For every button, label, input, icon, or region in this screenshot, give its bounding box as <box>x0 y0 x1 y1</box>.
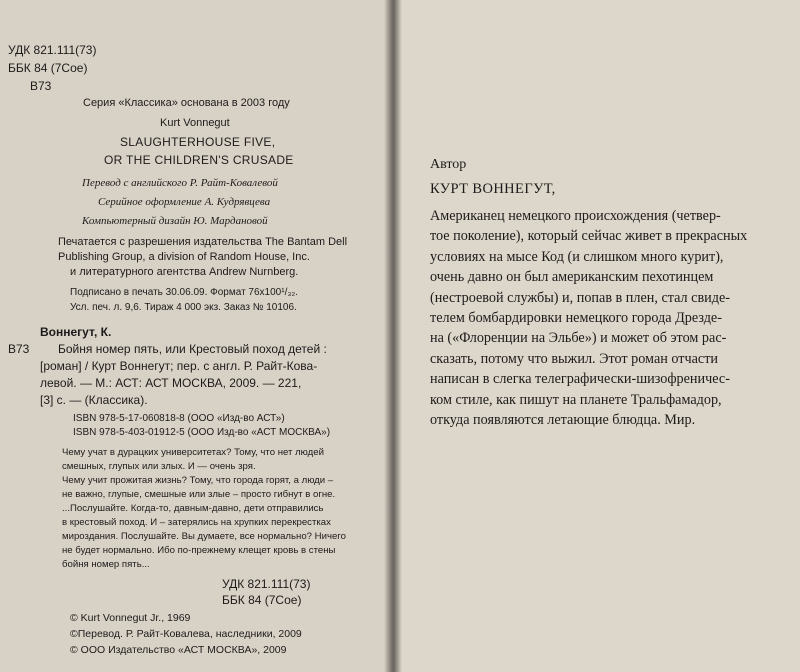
bio-line: телем бомбардировки немецкого города Дрезде- <box>430 310 722 327</box>
catalog-line1: Бойня номер пять, или Крестовый поход детей : <box>58 342 327 356</box>
bio-line: условиях на мысе Код (и слишком много курит), <box>430 248 724 265</box>
computer-design-credit: Компьютерный дизайн Ю. Мардановой <box>82 215 268 227</box>
left-page <box>0 0 392 672</box>
udk-bottom: УДК 821.111(73) <box>222 577 311 591</box>
print-info-line1: Подписано в печать 30.06.09. Формат 76x100¹/₃₂. <box>70 287 299 298</box>
title-en-line1: SLAUGHTERHOUSE FIVE, <box>120 135 276 149</box>
bio-line: сказать, потому что выжил. Этот роман отчасти <box>430 350 719 367</box>
bio-line: откуда появляются летающие блюдца. Мир. <box>430 412 696 429</box>
author-mark: В73 <box>30 79 52 93</box>
epigraph-line: бойня номер пять... <box>62 559 150 570</box>
epigraph-line: смешных, глупых или злых. И — очень зря. <box>62 461 256 472</box>
author-name: КУРТ ВОННЕГУТ, <box>430 181 556 197</box>
translator-credit: Перевод с английского Р. Райт-Ковалевой <box>82 177 278 189</box>
catalog-line2: [роман] / Курт Воннегут; пер. с англ. Р. Райт-Кова- <box>40 359 318 373</box>
catalog-line4: [3] с. — (Классика). <box>40 393 148 407</box>
copyright-line2: ©Перевод. Р. Райт-Ковалева, наследники, 2009 <box>70 628 302 640</box>
epigraph-line: в крестовый поход. И – затерялись на хрупких перекрестках <box>62 517 331 528</box>
copyright-line1: © Kurt Vonnegut Jr., 1969 <box>70 612 191 624</box>
permission-line2: Publishing Group, a division of Random House, Inc. <box>58 251 310 263</box>
bbk-code: ББК 84 (7Сое) <box>8 61 88 75</box>
author-en: Kurt Vonnegut <box>160 117 230 129</box>
permission-line1: Печатается с разрешения издательства The Bantam Dell <box>58 236 348 248</box>
epigraph-line: ...Послушайте. Когда-то, давным-давно, дети отправились <box>62 503 324 514</box>
bio-line: очень давно он был американским пехотинцем <box>430 269 714 286</box>
permission-line3: и литературного агентства Andrew Nurnberg. <box>70 266 299 278</box>
epigraph-line: мироздания. Послушайте. Вы думаете, все нормально? Ничего <box>62 531 346 542</box>
udk-code: УДК 821.111(73) <box>8 43 97 57</box>
catalog-author: Воннегут, К. <box>40 325 112 339</box>
book-gutter <box>384 0 402 672</box>
bio-line: написан в слегка телеграфически-шизофреничес- <box>430 371 730 388</box>
print-info-line2: Усл. печ. л. 9,6. Тираж 4 000 экз. Заказ № 10106. <box>70 302 297 313</box>
bio-line: ком стиле, как пишут на планете Тральфамадор, <box>430 391 722 408</box>
catalog-line3: левой. — М.: АСТ: АСТ МОСКВА, 2009. — 221, <box>40 376 302 390</box>
bio-line: на («Флоренции на Эльбе») и может об этом рас- <box>430 330 727 347</box>
author-bio <box>430 206 778 430</box>
author-label: Автор <box>430 157 467 172</box>
epigraph-line: Чему учит прожитая жизнь? Тому, что города горят, а люди – <box>62 475 334 486</box>
epigraph-line: не будет нормально. Ибо по-прежнему клещет кровь в стены <box>62 545 336 556</box>
bbk-bottom: ББК 84 (7Сое) <box>222 593 302 607</box>
title-en-line2: OR THE CHILDREN'S CRUSADE <box>104 153 294 167</box>
isbn-2: ISBN 978-5-403-01912-5 (ООО Изд-во «АСТ МОСКВА») <box>73 427 331 438</box>
catalog-code: В73 <box>8 342 30 356</box>
bio-line: Американец немецкого происхождения (четвер- <box>430 208 721 224</box>
isbn-1: ISBN 978-5-17-060818-8 (ООО «Изд-во АСТ») <box>73 413 285 424</box>
copyright-line3: © ООО Издательство «АСТ МОСКВА», 2009 <box>70 644 287 656</box>
epigraph-line: Чему учат в дурацких университетах? Тому, что нет людей <box>62 447 324 458</box>
series-note: Серия «Классика» основана в 2003 году <box>83 97 290 109</box>
series-design-credit: Серийное оформление А. Кудрявцева <box>98 196 271 208</box>
bio-line: (нестроевой службы) и, попав в плен, стал свиде- <box>430 289 731 306</box>
bio-line: тое поколение), который сейчас живет в прекрасных <box>430 228 748 245</box>
epigraph-line: не важно, глупые, смешные или злые – просто гибнут в огне. <box>62 489 336 500</box>
